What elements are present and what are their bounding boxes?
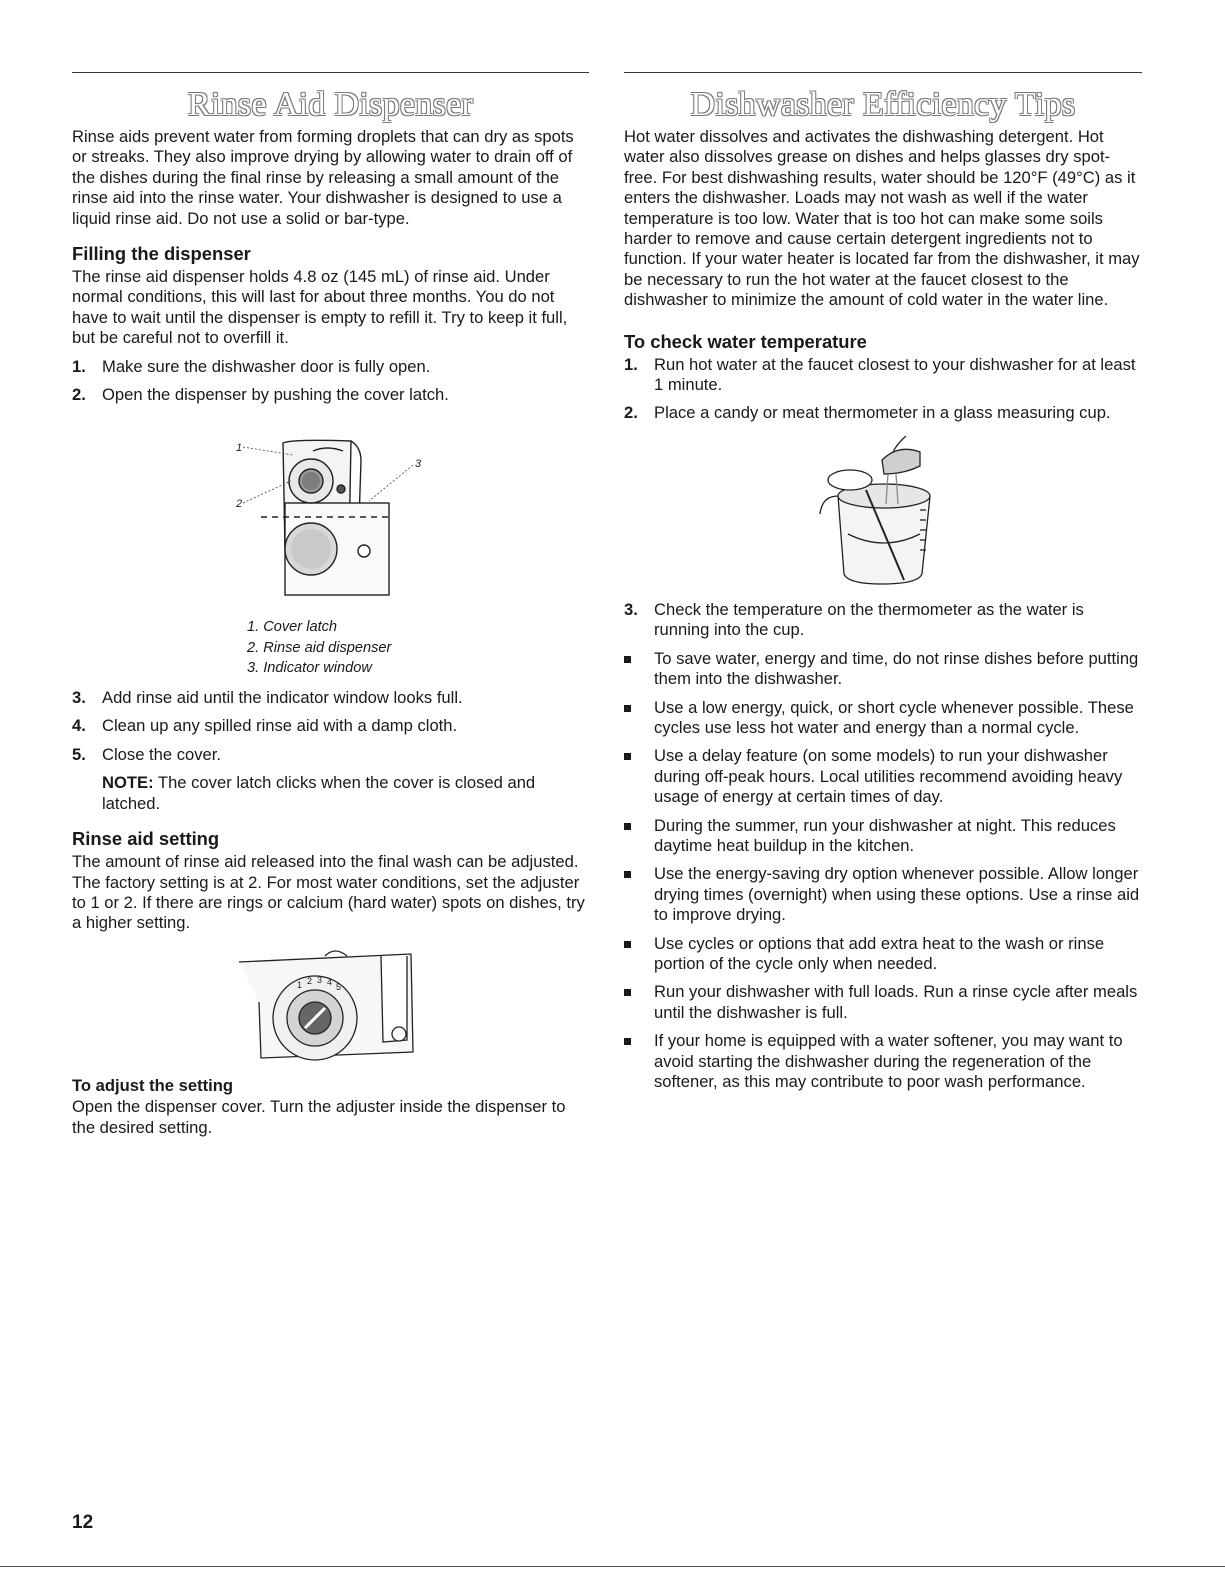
step-number: 1. <box>624 354 638 374</box>
note-text: The cover latch clicks when the cover is closed and latched. <box>102 773 536 813</box>
left-column <box>72 72 589 1138</box>
measuring-cup-illustration <box>808 434 958 592</box>
list-item <box>624 982 1142 1023</box>
step-item <box>72 716 589 736</box>
tip-text: Use cycles or options that add extra heat to the wash or rinse portion of the cycle only when needed. <box>654 933 1105 973</box>
step-item <box>72 688 589 708</box>
page-number: 12 <box>72 1512 94 1533</box>
step-text: Check the temperature on the thermometer as the water is running into the cup. <box>654 599 1084 640</box>
adjust-heading: To adjust the setting <box>72 1075 234 1095</box>
step-item <box>624 355 1142 396</box>
bullet-square-icon <box>624 753 631 760</box>
bullet-square-icon <box>624 941 631 948</box>
bullet-square-icon <box>624 989 631 996</box>
bullet-square-icon <box>624 871 631 878</box>
section-rule <box>72 72 589 73</box>
setting-text: The amount of rinse aid released into the final wash can be adjusted. The factory setting is at 2. For most water conditions, set the adjuster to 1 or 2. If there are rings or calcium (hard water) spots on dishes, try a higher setting. <box>72 852 585 933</box>
caption-line: 2. Rinse aid dispenser <box>247 639 392 656</box>
step-number: 4. <box>72 716 86 736</box>
step-item <box>72 745 589 765</box>
callout-1: 1 <box>235 442 242 455</box>
note <box>72 773 589 814</box>
check-temperature-heading: To check water temperature <box>624 330 867 352</box>
efficiency-intro: Hot water dissolves and activates the dishwashing detergent. Hot water also dissolves grease on dishes and helps glasses dry spot-free. For best dishwashing results, water should be 120°F (49°C) as it enters the dishwasher. Loads may not wash as well if the water temperature is too low. Water that is too hot can make some soils harder to remove and cause certain detergent ingredients not to function. If your water heater is located far from the dishwasher, it may be necessary to run the hot water at the faucet closest to the dishwasher to minimize the amount of cold water in the water line. <box>624 127 1140 310</box>
setting-heading: Rinse aid setting <box>72 828 220 850</box>
temperature-steps <box>624 355 1142 424</box>
filling-text: The rinse aid dispenser holds 4.8 oz (145 mL) of rinse aid. Under normal conditions, this will last for about three months. You do not have to wait until the dispenser is empty to refill it. Try to keep it full, but be careful not to overfill it. <box>72 267 568 348</box>
right-column <box>624 72 1142 1092</box>
figure-captions <box>72 617 589 678</box>
list-item <box>624 1031 1142 1092</box>
caption-line: 3. Indicator window <box>247 659 372 676</box>
list-item <box>624 934 1142 975</box>
adjust-text: Open the dispenser cover. Turn the adjuster inside the dispenser to the desired setting. <box>72 1097 566 1137</box>
step-item <box>72 385 589 405</box>
list-item <box>624 698 1142 739</box>
callout-2: 2 <box>235 498 242 511</box>
step-item <box>624 600 1142 641</box>
filling-steps-continued <box>72 688 589 765</box>
tip-text: Use a low energy, quick, or short cycle whenever possible. These cycles use less hot water and energy than a normal cycle. <box>654 697 1134 737</box>
note-label: NOTE: <box>102 773 154 793</box>
list-item <box>624 649 1142 690</box>
step-text: Place a candy or meat thermometer in a glass measuring cup. <box>654 403 1111 423</box>
step-number: 5. <box>72 744 86 764</box>
step-text: Add rinse aid until the indicator window looks full. <box>102 688 463 708</box>
dial-number: 2 <box>306 975 312 986</box>
caption-line: 1. Cover latch <box>247 619 338 636</box>
tip-text: To save water, energy and time, do not rinse dishes before putting them into the dishwasher. <box>654 648 1139 689</box>
step-number: 2. <box>72 385 86 405</box>
filling-heading: Filling the dispenser <box>72 243 251 265</box>
bullet-square-icon <box>624 656 631 663</box>
dispenser-illustration <box>201 431 461 611</box>
step-item <box>624 403 1142 423</box>
step-number: 1. <box>72 356 86 376</box>
step-text: Close the cover. <box>102 744 221 764</box>
tip-text: During the summer, run your dishwasher at night. This reduces daytime heat buildup in the kitchen. <box>654 815 1116 855</box>
step-number: 3. <box>72 688 86 708</box>
list-item <box>624 746 1142 807</box>
tip-text: Run your dishwasher with full loads. Run a rinse cycle after meals until the dishwasher is full. <box>654 982 1138 1022</box>
section-title-rinse-aid: Rinse Aid Dispenser <box>187 86 474 123</box>
step-number: 2. <box>624 403 638 423</box>
filling-steps <box>72 357 589 406</box>
dial-number: 5 <box>335 981 341 992</box>
dial-number: 3 <box>316 974 322 985</box>
dial-number: 1 <box>296 979 302 990</box>
step-text: Clean up any spilled rinse aid with a damp cloth. <box>102 716 458 736</box>
tip-text: Use the energy-saving dry option whenever possible. Allow longer drying times (overnight) when using these options. Use a rinse aid to improve drying. <box>654 864 1140 925</box>
tip-text: Use a delay feature (on some models) to run your dishwasher during off-peak hours. Local utilities recommend avoiding heavy usage of energy at certain times of day. <box>654 746 1123 807</box>
section-title-efficiency-tips: Dishwasher Efficiency Tips <box>690 86 1076 123</box>
step-item <box>72 357 589 377</box>
dial-number: 4 <box>326 976 332 987</box>
step-text: Run hot water at the faucet closest to your dishwasher for at least 1 minute. <box>654 354 1136 395</box>
bottom-rule <box>0 1566 1225 1567</box>
bullet-square-icon <box>624 705 631 712</box>
list-item <box>624 816 1142 857</box>
temperature-steps-continued <box>624 600 1142 641</box>
step-text: Make sure the dishwasher door is fully open. <box>102 356 431 376</box>
tip-text: If your home is equipped with a water softener, you may want to avoid starting the dishwasher during the regeneration of the softener, as this may contribute to poor wash performance. <box>654 1031 1123 1091</box>
adjuster-dial-illustration <box>231 942 431 1064</box>
bullet-square-icon <box>624 1038 631 1045</box>
section-rule <box>624 72 1142 73</box>
efficiency-tips-list <box>624 649 1142 1093</box>
step-text: Open the dispenser by pushing the cover latch. <box>102 385 449 405</box>
bullet-square-icon <box>624 823 631 830</box>
callout-3: 3 <box>414 458 421 471</box>
step-number: 3. <box>624 599 638 619</box>
list-item <box>624 864 1142 925</box>
rinse-aid-intro: Rinse aids prevent water from forming droplets that can dry as spots or streaks. They also improve drying by allowing water to drain off of the dishes during the final rinse by releasing a small amount of the rinse aid into the rinse water. Your dishwasher is designed to use a liquid rinse aid. Do not use a solid or bar-type. <box>72 127 574 228</box>
